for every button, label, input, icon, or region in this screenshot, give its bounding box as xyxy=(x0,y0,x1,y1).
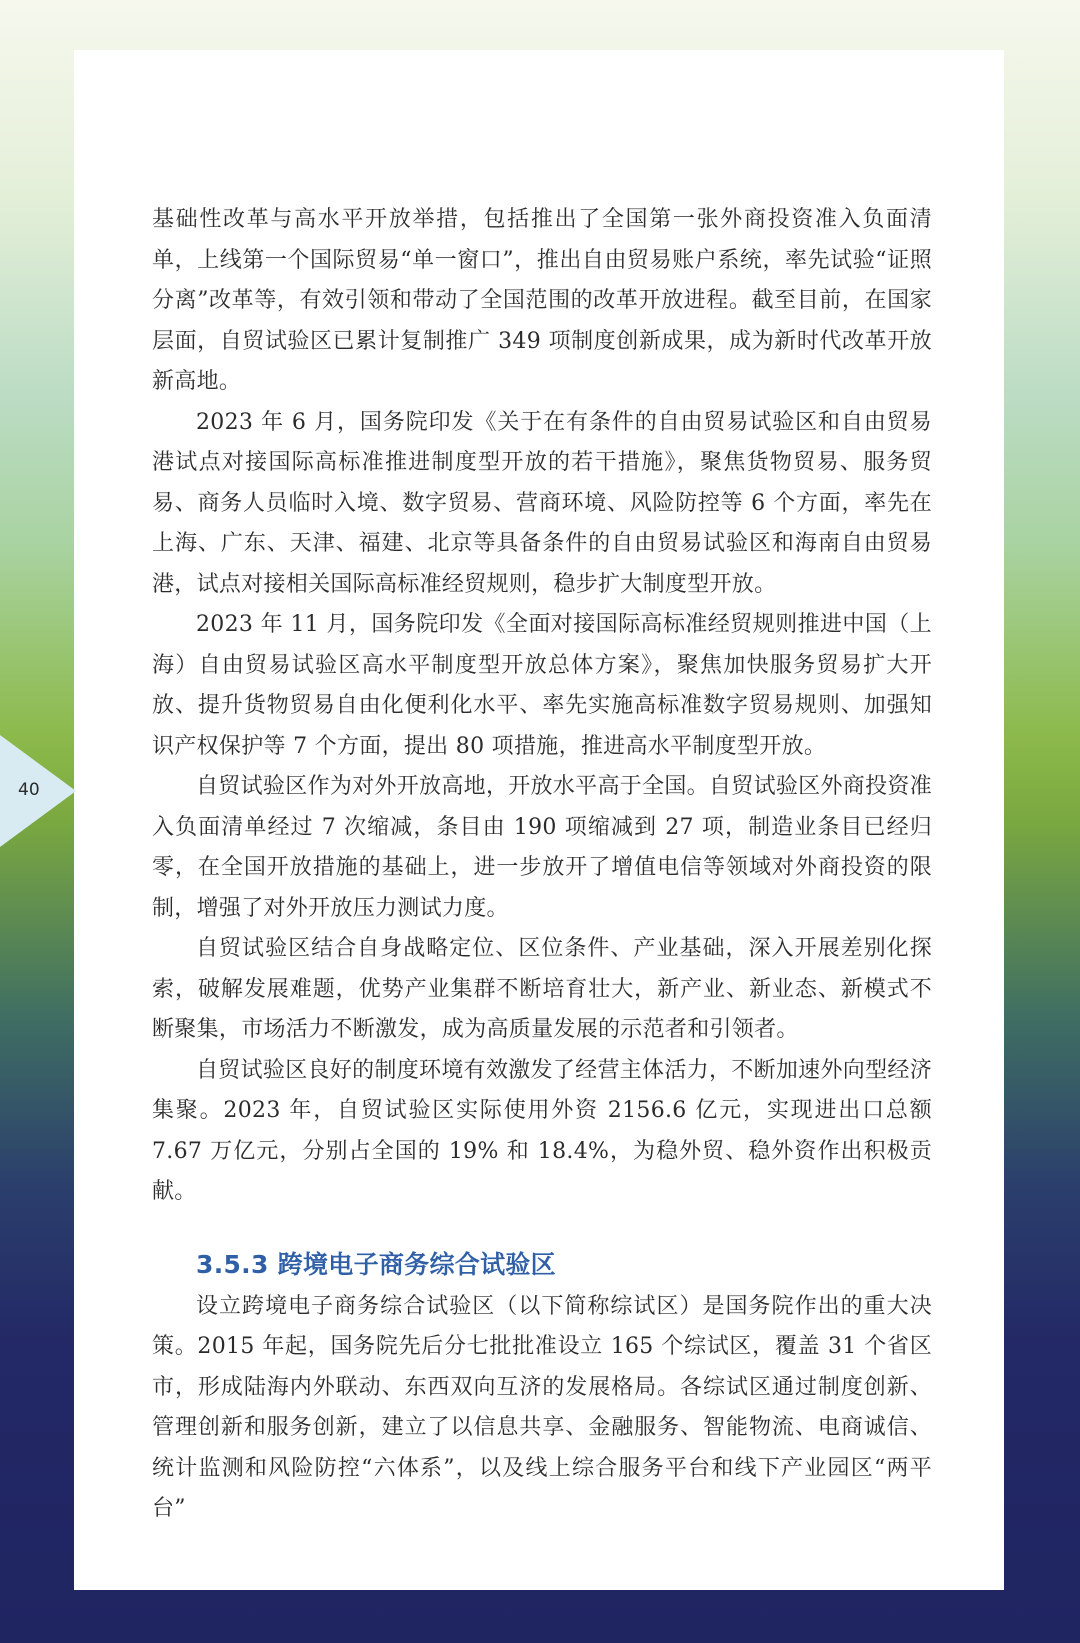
paragraph: 2023 年 6 月，国务院印发《关于在有条件的自由贸易试验区和自由贸易港试点对接国际高标准推进制度型开放的若干措施》，聚焦货物贸易、服务贸易、商务人员临时入境、数字贸易、营商环境、风险防控等 6 个方面，率先在上海、广东、天津、福建、北京等具备条件的自由贸易试验区和海南自由贸易港，试点对接相关国际高标准经贸规则，稳步扩大制度型开放。 xyxy=(152,409,932,597)
page-number: 40 xyxy=(18,780,40,800)
paragraph: 自贸试验区结合自身战略定位、区位条件、产业基础，深入开展差别化探索，破解发展难题，优势产业集群不断培育壮大，新产业、新业态、新模式不断聚集，市场活力不断激发，成为高质量发展的示范者和引领者。 xyxy=(152,936,932,1042)
paragraph: 设立跨境电子商务综合试验区（以下简称综试区）是国务院作出的重大决策。2015 年起，国务院先后分七批批准设立 165 个综试区，覆盖 31 个省区市，形成陆海内外联动、东西双向互济的发展格局。各综试区通过制度创新、管理创新和服务创新，建立了以信息共享、金融服务、智能物流、电商诚信、统计监测和风险防控“六体系”，以及线上综合服务平台和线下产业园区“两平台” xyxy=(152,1293,932,1521)
paragraph-continued: 基础性改革与高水平开放举措，包括推出了全国第一张外商投资准入负面清单，上线第一个国际贸易“单一窗口”，推出自由贸易账户系统，率先试验“证照分离”改革等，有效引领和带动了全国范围的改革开放进程。截至目前，在国家层面，自贸试验区已累计复制推广 349 项制度创新成果，成为新时代改革开放新高地。 xyxy=(152,207,932,394)
article-body xyxy=(152,200,932,1530)
paragraph: 2023 年 11 月，国务院印发《全面对接国际高标准经贸规则推进中国（上海）自由贸易试验区高水平制度型开放总体方案》，聚焦加快服务贸易扩大开放、提升货物贸易自由化便利化水平、率先实施高标准数字贸易规则、加强知识产权保护等 7 个方面，提出 80 项措施，推进高水平制度型开放。 xyxy=(152,612,932,759)
paragraph: 自贸试验区良好的制度环境有效激发了经营主体活力，不断加速外向型经济集聚。2023 年，自贸试验区实际使用外资 2156.6 亿元，实现进出口总额 7.67 万亿元，分别占全国的 19% 和 18.4%，为稳外贸、稳外资作出积极贡献。 xyxy=(152,1057,932,1204)
section-heading: 3.5.3 跨境电子商务综合试验区 xyxy=(196,1249,556,1279)
paragraph: 自贸试验区作为对外开放高地，开放水平高于全国。自贸试验区外商投资准入负面清单经过 7 次缩减，条目由 190 项缩减到 27 项，制造业条目已经归零，在全国开放措施的基础上，进一步放开了增值电信等领域对外商投资的限制，增强了对外开放压力测试力度。 xyxy=(152,774,932,921)
